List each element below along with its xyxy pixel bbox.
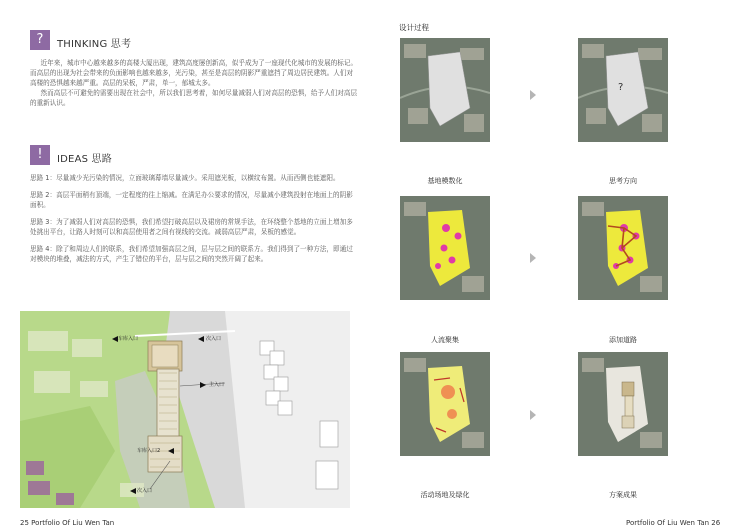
idea-paragraph: 思路 3：为了减弱人们对高层的恐惧，我们希望打破高层以及裙房的常规手法，在环绕整个基地的立面上增加多处挑出平台，让路人时刻可以和高层使用者之间有视线的交流。减弱高层严肃，呆板的感觉。 [30,218,353,236]
step-thumbnail [578,352,668,456]
step-thumbnail [578,196,668,300]
thinking-paragraph: 近年来，城市中心越来越多的高楼大厦出现，建筑高度屡创新高，似乎成为了一座现代化城市的发展的标记。而高层的出现为社会带来的负面影响也越来越多，光污染，甚至是高层的阴影严重遮挡了周边居民建筑。人们对高楼的恐惧越来越严重。高层的呆板，严肃，单一，郁城太多。 [30,59,358,87]
label-main-entry: 主入口 [209,382,225,388]
step-caption: 思考方向 [609,177,637,185]
ideas-heading: IDEAS 思路 [57,154,112,165]
next-arrow-icon [530,253,536,263]
label-garage-entry: 车库入口 [118,336,139,342]
next-arrow-icon [530,90,536,100]
question-mark: ? [618,82,624,93]
idea-paragraph: 思路 4：除了和周边人们的联系，我们希望加强高层之间，层与层之间的联系方。我们得到了一种方法，即通过对模块的堆叠，减法的方式，产生了错位的平台，层与层之间的突然开阔了起来。 [30,245,353,263]
step-caption: 人流聚集 [431,336,459,344]
label-secondary-entry-south: 次入口 [137,488,153,494]
thinking-heading: THINKING 思考 [57,39,132,50]
ideas-icon-box [30,145,50,165]
thinking-paragraph: 然而高层不可避免的需要出现在社会中，所以我们思考着，如何尽量减弱人们对高层的恐惧，给予人们对高层的重新认识。 [30,89,358,107]
next-arrow-icon [530,410,536,420]
site-plan [20,311,350,508]
step-caption: 添加道路 [609,336,637,344]
step-thumbnail [578,38,668,142]
step-caption: 基地模数化 [427,177,463,185]
label-garage-entry-2: 车库入口2 [137,448,161,454]
site-plan-drawing [20,311,350,508]
process-title: 设计过程 [399,23,429,32]
footer-right: Portfolio Of Liu Wen Tan 26 [626,519,721,527]
exclamation-icon: ! [37,147,43,162]
step-thumbnail [400,196,490,300]
idea-paragraph: 思路 2：高层平面稍有顶端，一定程度的往上缩减。在满足办公要求的情况，尽量减小建筑投射在地面上的阴影面积。 [30,191,353,209]
thinking-icon-box [30,30,50,50]
question-icon: ? [36,32,44,47]
step-thumbnail [400,38,490,142]
ideas-text [30,173,358,264]
step-caption: 方案成果 [609,491,637,499]
step-caption: 活动场地及绿化 [420,491,470,499]
footer-left: 25 Portfolio Of Liu Wen Tan [20,519,115,527]
step-thumbnail [400,352,490,456]
thinking-text [30,58,358,108]
idea-paragraph: 思路 1：尽量减少光污染的情况，立面玻璃幕墙尽量减少。采用遮光板，以横纹布置。从而西侧也能遮阳。 [30,174,340,182]
label-secondary-entry: 次入口 [206,336,222,342]
